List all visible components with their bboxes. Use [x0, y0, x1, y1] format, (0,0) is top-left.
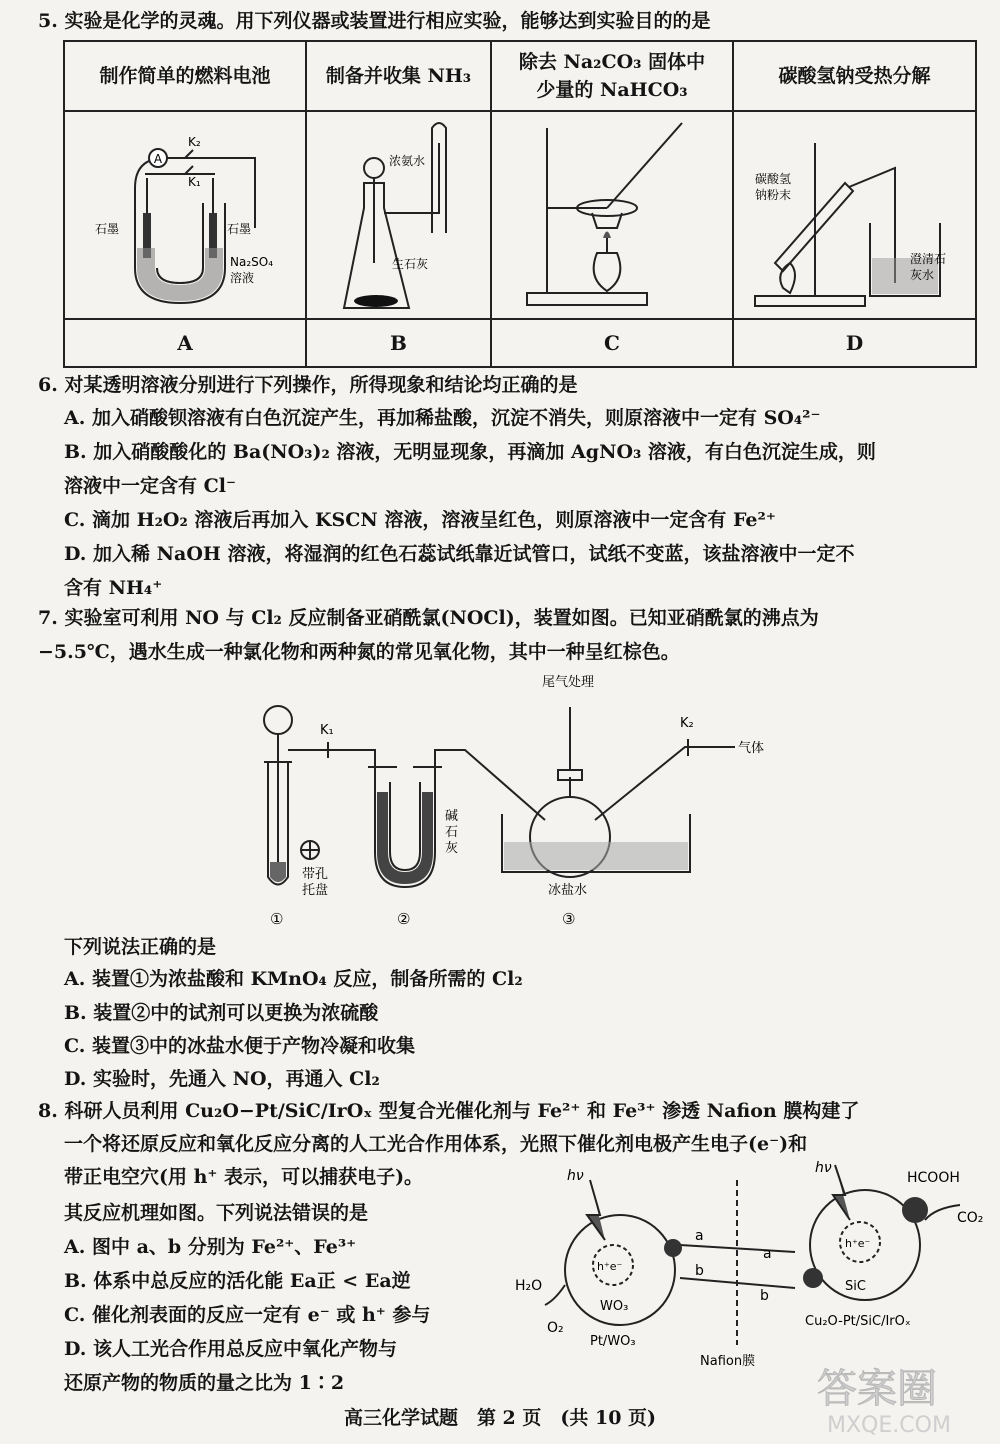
hole-electron-label-2: h⁺e⁻	[845, 1237, 871, 1250]
q5-header-c	[491, 41, 733, 111]
q5-figure-a-cell	[64, 111, 306, 319]
q7-option-a: A. 装置①为浓盐酸和 KMnO₄ 反应，制备所需的 Cl₂	[64, 968, 523, 990]
ammonia-label: 浓氨水	[388, 154, 425, 168]
q6-option-c: C. 滴加 H₂O₂ 溶液后再加入 KSCN 溶液，溶液呈红色，则原溶液中一定含有 Fe²⁺	[64, 509, 776, 531]
q8-stem-line3: 带正电空穴(用 h⁺ 表示，可以捕获电子)。	[64, 1166, 424, 1188]
nh3-apparatus-figure	[314, 113, 484, 313]
device-1-label: ①	[270, 910, 284, 928]
q8-option-c: C. 催化剂表面的反应一定有 e⁻ 或 h⁺ 参与	[64, 1304, 431, 1326]
q8-stem-line2: 一个将还原反应和氧化反应分离的人工光合作用体系，光照下催化剂电极产生电子(e⁻)和	[64, 1133, 808, 1155]
q6-option-b-line1: B. 加入硝酸酸化的 Ba(NO₃)₂ 溶液，无明显现象，再滴加 AgNO₃ 溶液，有白色沉淀生成，则	[64, 441, 876, 463]
b-label-left: b	[695, 1263, 704, 1279]
q5-option-d: D	[733, 319, 976, 367]
q5-header-d: 碳酸氢钠受热分解	[733, 41, 976, 111]
q7-stem-line2: −5.5℃，遇水生成一种氯化物和两种氮的常见氧化物，其中一种呈红棕色。	[38, 641, 680, 663]
ice-salt-label: 冰盐水	[548, 883, 588, 898]
solution-label-2: 溶液	[230, 271, 255, 285]
q5-figure-d-cell	[733, 111, 976, 319]
q8-stem-line1: 8. 科研人员利用 Cu₂O−Pt/SiC/IrOₓ 型复合光催化剂与 Fe²⁺ 和 Fe³⁺ 渗透 Nafion 膜构建了	[38, 1100, 860, 1122]
oxygen-label: O₂	[547, 1320, 564, 1336]
q7-lead: 下列说法正确的是	[64, 936, 217, 958]
right-graphite-label: 石墨	[227, 222, 252, 236]
k1-valve-label: K₁	[320, 723, 334, 738]
q5-table	[63, 40, 977, 368]
photocatalysis-mechanism-figure	[505, 1160, 995, 1375]
q8-stem-line4: 其反应机理如图。下列说法错误的是	[64, 1202, 369, 1224]
b-label-right: b	[760, 1288, 769, 1304]
soda-lime-label-2: 石	[445, 825, 459, 840]
tray-label-1: 带孔	[302, 867, 329, 882]
a-label-left: a	[695, 1228, 704, 1244]
q5-header-a: 制作简单的燃料电池	[64, 41, 306, 111]
q8-option-a: A. 图中 a、b 分别为 Fe²⁺、Fe³⁺	[64, 1236, 357, 1258]
gas-label: 气体	[738, 741, 765, 756]
k2-valve-label: K₂	[680, 716, 694, 731]
q7-option-c: C. 装置③中的冰盐水便于产物冷凝和收集	[64, 1035, 416, 1057]
solution-label-1: Na₂SO₄	[230, 255, 274, 269]
q5-figure-b-cell	[306, 111, 491, 319]
q6-option-b-line2: 溶液中一定含有 Cl⁻	[64, 475, 236, 497]
tail-gas-label: 尾气处理	[542, 675, 595, 690]
nafion-label: Nafion膜	[700, 1354, 756, 1369]
q5-stem: 5. 实验是化学的灵魂。用下列仪器或装置进行相应实验，能够达到实验目的的是	[38, 10, 711, 32]
wo3-label: WO₃	[600, 1299, 629, 1314]
q6-option-d-line2: 含有 NH₄⁺	[64, 577, 163, 599]
light-label-1: hν	[567, 1168, 584, 1184]
hole-electron-label-1: h⁺e⁻	[597, 1260, 623, 1273]
hcooh-label: HCOOH	[907, 1170, 960, 1186]
sic-label: SiC	[845, 1279, 866, 1294]
q8-option-b: B. 体系中总反应的活化能 Ea正 < Ea逆	[64, 1270, 411, 1292]
device-3-label: ③	[562, 910, 576, 928]
quicklime-label: 生石灰	[391, 257, 428, 271]
k1-label: K₁	[188, 175, 201, 189]
watermark-logo	[812, 1350, 992, 1440]
left-graphite-label: 石墨	[95, 222, 120, 236]
pt-wo3-label: Pt/WO₃	[590, 1334, 636, 1349]
nocl-apparatus-figure	[240, 672, 800, 937]
k2-label: K₂	[188, 135, 201, 149]
q5-option-c: C	[491, 319, 733, 367]
heating-apparatus-figure	[507, 113, 717, 313]
soda-lime-label-3: 灰	[445, 841, 459, 856]
watermark-text: 答案圈	[817, 1366, 937, 1412]
q5-option-a: A	[64, 319, 306, 367]
device-2-label: ②	[397, 910, 411, 928]
q8-option-d-line2: 还原产物的物质的量之比为 1∶2	[64, 1372, 345, 1394]
soda-lime-label-1: 碱	[445, 809, 459, 824]
light-label-2: hν	[815, 1160, 832, 1176]
page-footer: 高三化学试题 第 2 页 (共 10 页)	[343, 1407, 657, 1429]
q5-option-b: B	[306, 319, 491, 367]
powder-label-1: 碳酸氢	[754, 172, 791, 186]
q8-option-d-line1: D. 该人工光合作用总反应中氧化产物与	[64, 1338, 398, 1360]
ammeter-label: A	[153, 152, 163, 166]
decomposition-apparatus-figure	[745, 113, 965, 313]
q5-figure-c-cell	[491, 111, 733, 319]
q5-header-c-line1: 除去 Na₂CO₃ 固体中	[518, 51, 706, 73]
q7-option-b: B. 装置②中的试剂可以更换为浓硫酸	[64, 1002, 379, 1024]
q6-option-d-line1: D. 加入稀 NaOH 溶液，将湿润的红色石蕊试纸靠近试管口，试纸不变蓝，该盐溶液中一定不	[64, 543, 855, 565]
limewater-label-2: 灰水	[909, 268, 934, 282]
q5-header-c-line2: 少量的 NaHCO₃	[536, 79, 688, 101]
q7-stem-line1: 7. 实验室可利用 NO 与 Cl₂ 反应制备亚硝酰氯(NOCl)，装置如图。已知亚硝酰氯的沸点为	[38, 607, 819, 629]
q7-option-d: D. 实验时，先通入 NO，再通入 Cl₂	[64, 1068, 380, 1090]
q6-stem: 6. 对某透明溶液分别进行下列操作，所得现象和结论均正确的是	[38, 374, 578, 396]
water-label: H₂O	[515, 1278, 543, 1294]
watermark-url: MXQE.COM	[827, 1413, 951, 1438]
powder-label-2: 钠粉末	[754, 188, 791, 202]
q5-header-b: 制备并收集 NH₃	[306, 41, 491, 111]
limewater-label-1: 澄清石	[909, 252, 946, 266]
composite-catalyst-label: Cu₂O-Pt/SiC/IrOₓ	[805, 1314, 911, 1329]
co2-label: CO₂	[957, 1210, 984, 1226]
tray-label-2: 托盘	[302, 883, 329, 898]
fuel-cell-figure	[85, 118, 285, 308]
a-label-right: a	[763, 1246, 772, 1262]
q6-option-a: A. 加入硝酸钡溶液有白色沉淀产生，再加稀盐酸，沉淀不消失，则原溶液中一定有 SO₄²⁻	[64, 407, 821, 429]
